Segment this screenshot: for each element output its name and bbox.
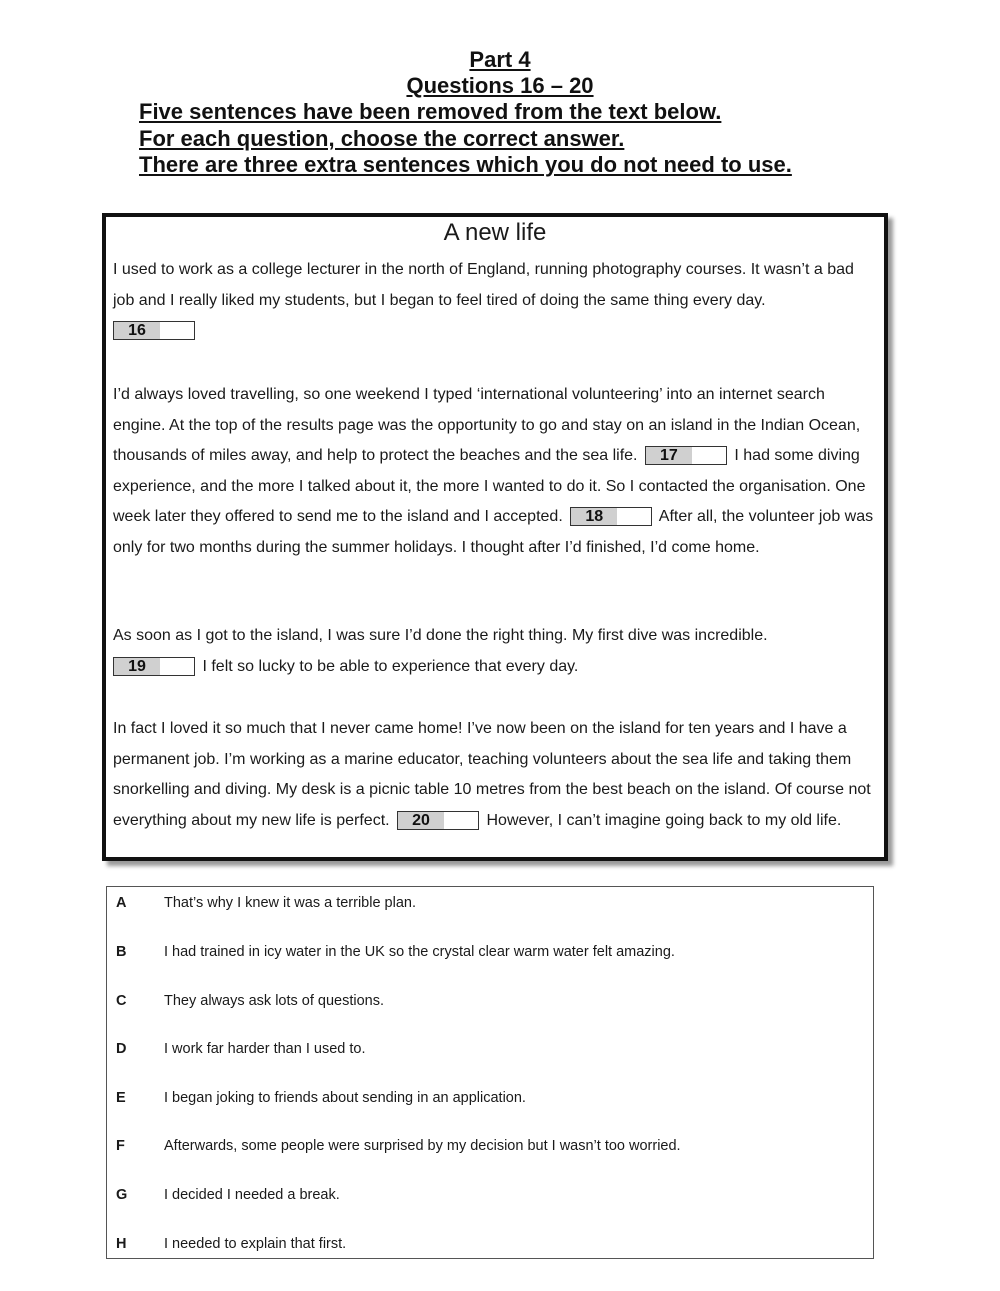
option-text: Afterwards, some people were surprised by my decision but I wasn’t too worried. <box>164 1138 681 1154</box>
option-e[interactable] <box>107 1086 873 1110</box>
option-letter: D <box>116 1041 127 1057</box>
paragraph-1 <box>113 255 879 347</box>
paragraph-3 <box>113 621 879 682</box>
option-text: I needed to explain that first. <box>164 1236 347 1252</box>
answer-gap-17[interactable] <box>645 446 727 465</box>
answer-gap-16[interactable] <box>113 321 195 340</box>
option-g[interactable] <box>107 1183 873 1207</box>
paragraph-4-text-b: However, I can’t imagine going back to my old life. <box>486 811 842 829</box>
answer-gap-19[interactable] <box>113 657 195 676</box>
paragraph-2-text-c: After all, the volunteer job was only for two months during the summer holidays. I thought after I’d finished, I’d come home. <box>113 508 874 556</box>
option-letter: E <box>116 1090 126 1106</box>
instructions <box>139 99 919 179</box>
option-letter: B <box>116 944 127 960</box>
paragraph-2-text-a: I’d always loved travelling, so one weekend I typed ‘international volunteering’ into an internet search engine. At the top of the results page was the opportunity to go and stay on an island in the Indian Ocean, thousands of miles away, and help to protect the beaches and the sea life. <box>113 386 861 464</box>
option-letter: F <box>116 1138 125 1154</box>
option-d[interactable] <box>107 1037 873 1061</box>
gap-number: 16 <box>114 322 160 339</box>
gap-number: 20 <box>398 812 444 829</box>
option-c[interactable] <box>107 989 873 1013</box>
option-text: I began joking to friends about sending in an application. <box>164 1090 526 1106</box>
paragraph-4-text-a: In fact I loved it so much that I never came home! I’ve now been on the island for ten years and I have a permanent job. I’m working as a marine educator, teaching volunteers about the sea life and taking them snorkelling and diving. My desk is a picnic table 10 metres from the best beach on the island. Of course not everything about my new life is perfect. <box>113 720 871 829</box>
questions-range: Questions 16 – 20 <box>406 73 594 98</box>
article-box <box>102 213 888 861</box>
paragraph-1-text: I used to work as a college lecturer in the north of England, running photography courses. It wasn’t a bad job and I really liked my students, but I began to feel tired of doing the same thing every day. <box>113 261 854 309</box>
option-text: I had trained in icy water in the UK so the crystal clear warm water felt amazing. <box>164 944 675 960</box>
option-text: I work far harder than I used to. <box>164 1041 366 1057</box>
answer-options-box <box>106 886 874 1259</box>
gap-number: 18 <box>571 508 617 525</box>
gap-number: 17 <box>646 447 692 464</box>
option-a[interactable] <box>107 891 873 915</box>
option-b[interactable] <box>107 940 873 964</box>
option-letter: C <box>116 993 127 1009</box>
paragraph-2 <box>113 380 879 563</box>
paragraph-3-text-b: I felt so lucky to be able to experience that every day. <box>202 657 579 675</box>
answer-gap-18[interactable] <box>570 507 652 526</box>
instruction-line-1: Five sentences have been removed from the text below. <box>139 99 722 124</box>
paragraph-4 <box>113 714 879 836</box>
option-text: They always ask lots of questions. <box>164 993 385 1009</box>
option-f[interactable] <box>107 1134 873 1158</box>
option-letter: A <box>116 895 127 911</box>
instruction-line-2: For each question, choose the correct answer. <box>139 125 625 151</box>
paragraph-2-text-b: I had some diving experience, and the more I talked about it, the more I wanted to do it. So I contacted the organisation. One week later they offered to send me to the island and I accepted. <box>113 447 866 525</box>
article-title: A new life <box>443 219 547 246</box>
gap-number: 19 <box>114 658 160 675</box>
option-letter: G <box>116 1187 128 1203</box>
exam-header <box>0 47 1000 99</box>
answer-gap-20[interactable] <box>397 811 479 830</box>
option-text: That’s why I knew it was a terrible plan. <box>164 895 416 911</box>
paragraph-3-text-a: As soon as I got to the island, I was sure I’d done the right thing. My first dive was incredible. <box>113 627 768 644</box>
option-letter: H <box>116 1236 127 1252</box>
option-h[interactable] <box>107 1232 873 1256</box>
option-text: I decided I needed a break. <box>164 1187 340 1203</box>
instruction-line-3: There are three extra sentences which you do not need to use. <box>139 152 792 177</box>
part-title: Part 4 <box>469 47 531 72</box>
